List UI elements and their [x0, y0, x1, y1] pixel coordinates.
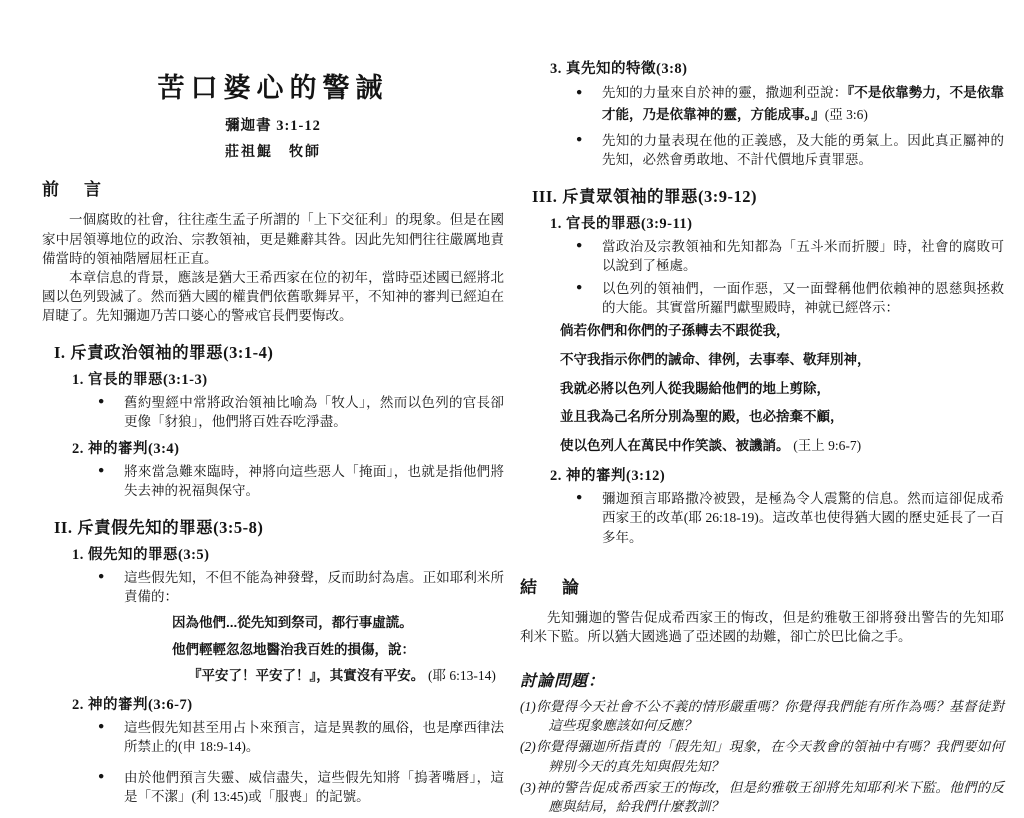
list-item	[98, 718, 504, 756]
scripture-quote-line	[560, 436, 1004, 456]
list-item-text: 由於他們預言失靈、威信盡失，這些假先知將「摀著嘴唇」，這是「不潔」(利 13:45)或「服喪」的記號。	[124, 770, 504, 805]
left-column	[42, 56, 504, 811]
document-title: 苦口婆心的警誡	[157, 73, 389, 103]
bullet-icon: ●	[576, 133, 583, 145]
discussion-question-2: (2)你覺得彌迦所指責的「假先知」現象，在今天教會的領袖中有嗎？我們要如何辨別今天的真先知與假先知？	[520, 739, 1004, 774]
discussion-heading: 討論問題：	[520, 673, 606, 691]
list-item	[576, 489, 1004, 546]
bullet-icon: ●	[98, 396, 105, 408]
list-item-text: 這些假先知甚至用占卜來預言，這是異教的風俗，也是摩西律法所禁止的(申 18:9-14)。	[124, 719, 504, 755]
list-item	[576, 279, 1004, 317]
right-column	[520, 52, 1004, 818]
verse-reference: (亞 3:6)	[824, 107, 868, 123]
scripture-quote-block	[560, 321, 1004, 455]
quote-text: 『不是依靠勢力，不是依靠才能，乃是依靠神的靈，方能成事。』	[602, 85, 1005, 123]
discussion-question-1: (1)你覺得今天社會不公不義的情形嚴重嗎？你覺得我們能有所作為嗎？基督徒對這些現象應該如何反應？	[520, 699, 1004, 734]
list-item	[576, 237, 1004, 275]
section-2-sub-1-heading: 1. 假先知的罪惡(3:5)	[72, 546, 210, 563]
section-2-sub-2-heading: 2. 神的審判(3:6-7)	[72, 696, 193, 713]
scripture-quote-line: 他們輕輕忽忽地醫治我百姓的損傷，說：	[172, 641, 415, 657]
bullet-icon: ●	[576, 239, 583, 251]
conclusion-paragraph: 先知彌迦的警告促成希西家王的悔改，但是約雅敬王卻將發出警告的先知耶利米下監。所以猶大國逃過了亞述國的劫難，卻亡於巴比倫之手。	[520, 609, 1004, 644]
list-item	[98, 393, 504, 431]
author-name: 莊祖鯤 牧師	[225, 145, 321, 161]
bullet-icon: ●	[98, 464, 105, 476]
conclusion-heading: 結 論	[520, 577, 583, 597]
preface-heading: 前 言	[42, 180, 105, 200]
section-1-sub-1-heading: 1. 官長的罪惡(3:1-3)	[72, 372, 208, 389]
bullet-icon: ●	[576, 492, 583, 504]
bullet-icon: ●	[98, 771, 105, 783]
list-item	[576, 131, 1004, 169]
scripture-quote-line	[188, 666, 504, 686]
scripture-reference: 彌迦書 3:1-12	[225, 118, 321, 135]
verse-reference: (耶 6:13-14)	[428, 668, 496, 684]
bullet-icon: ●	[98, 720, 105, 732]
list-item	[98, 568, 504, 606]
list-item-text: 彌迦預言耶路撒冷被毀，是極為令人震驚的信息。然而這卻促成希西家王的改革(耶 26:18-19)。這改革也使得猶大國的歷史延長了一百多年。	[602, 491, 1004, 545]
preface-paragraph-1: 一個腐敗的社會，往往產生孟子所謂的「上下交征利」的現象。但是在國家中居領導地位的政治、宗教領袖，更是難辭其咎。因此先知們往往嚴厲地責備當時的領袖階層屈枉正直。	[42, 212, 504, 266]
list-item	[98, 462, 504, 500]
bullet-icon: ●	[576, 282, 583, 294]
list-item-text: 這些假先知，不但不能為神發聲，反而助紂為虐。正如耶利米所責備的：	[124, 569, 504, 605]
section-3-heading: III. 斥責眾領袖的罪惡(3:9-12)	[532, 186, 757, 206]
scripture-quote-line: 不守我指示你們的誡命、律例，去事奉、敬拜別神，	[560, 352, 871, 368]
list-item-text: 先知的力量表現在他的正義感，及大能的勇氣上。因此真正屬神的先知，必然會勇敢地、不計代價地斥責罪惡。	[602, 132, 1004, 167]
list-item	[576, 82, 1004, 127]
verse-reference: (王上 9:6-7)	[793, 437, 862, 453]
section-1-sub-2-heading: 2. 神的審判(3:4)	[72, 440, 180, 457]
bullet-icon: ●	[576, 87, 583, 98]
scripture-quote-line: 我就必將以色列人從我賜給他們的地上剪除，	[560, 380, 830, 396]
list-item-text	[602, 82, 1004, 127]
section-3-sub-2-heading: 2. 神的審判(3:12)	[550, 468, 666, 485]
scripture-quote-line: 因為他們...從先知到祭司，都行事虛謊。	[172, 615, 413, 631]
quote-text: 使以色列人在萬民中作笑談、被譏誚。	[560, 437, 790, 453]
list-item-text: 以色列的領袖們，一面作惡，又一面聲稱他們依賴神的恩慈與拯救的大能。其實當所羅門獻聖殿時，神就已經啓示：	[602, 281, 1004, 316]
discussion-section	[520, 668, 1004, 816]
list-item	[98, 768, 504, 806]
lead-text: 先知的力量來自於神的靈，撒迦利亞說：	[602, 85, 848, 100]
list-item-text: 將來當急難來臨時，神將向這些惡人「掩面」，也就是指他們將失去神的祝福與保守。	[124, 463, 504, 498]
section-1-heading: I. 斥責政治領袖的罪惡(3:1-4)	[54, 343, 274, 363]
list-item-text: 當政治及宗教領袖和先知都為「五斗米而折腰」時，社會的腐敗可以說到了極處。	[602, 238, 1004, 273]
discussion-question-3: (3)神的警告促成希西家王的悔改，但是約雅敬王卻將先知耶利米下監。他們的反應與結局，給我們什麼教訓？	[520, 779, 1004, 814]
scripture-quote-line: 並且我為己名所分別為聖的殿，也必捨棄不顧，	[560, 409, 844, 425]
bullet-icon: ●	[98, 570, 105, 582]
list-item-text: 舊約聖經中常將政治領袖比喻為「牧人」，然而以色列的官長卻更像「豺狼」，他們將百姓吞吃淨盡。	[124, 395, 504, 430]
preface-paragraph-2: 本章信息的背景，應該是猶大王希西家在位的初年，當時亞述國已經將北國以色列毀滅了。然而猶大國的權貴們依舊歌舞昇平，不知神的審判已經迫在眉睫了。先知彌迦乃苦口婆心的警戒官長們要悔改。	[42, 269, 504, 324]
section-3-sub-1-heading: 1. 官長的罪惡(3:9-11)	[550, 215, 693, 232]
scripture-quote-line: 倘若你們和你們的子孫轉去不跟從我，	[560, 323, 790, 339]
quote-text: 『平安了！平安了！』，其實沒有平安。	[188, 668, 425, 684]
section-2-heading: II. 斥責假先知的罪惡(3:5-8)	[54, 517, 264, 537]
section-2-sub-3-heading: 3. 真先知的特徵(3:8)	[550, 61, 688, 77]
